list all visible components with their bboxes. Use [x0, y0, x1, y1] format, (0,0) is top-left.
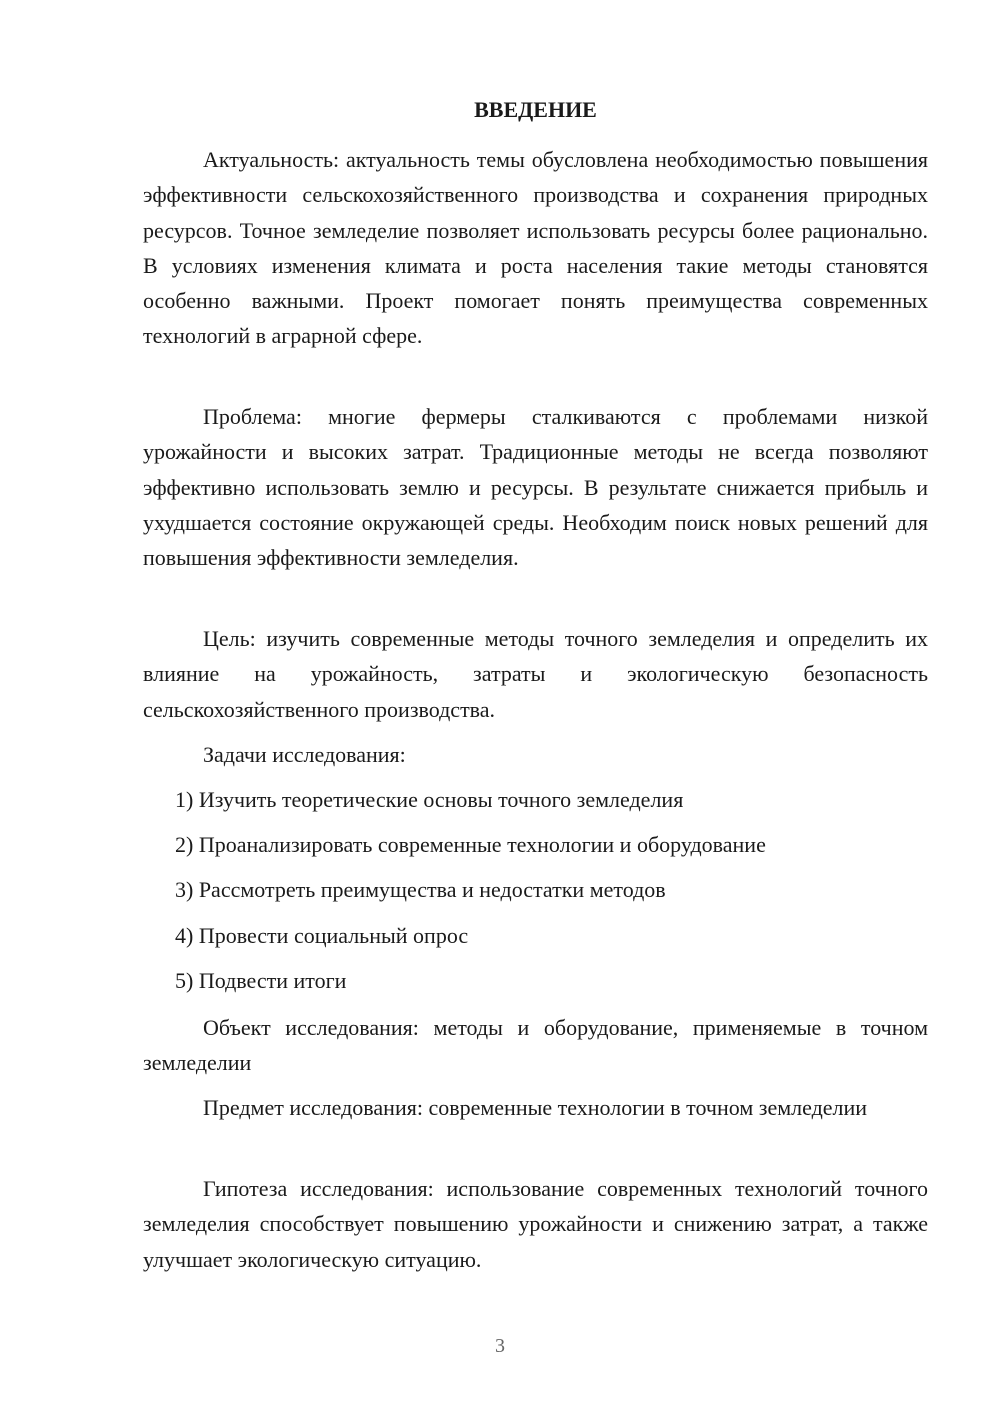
- tasks-heading: Задачи исследования:: [203, 742, 406, 767]
- page-number: 3: [495, 1335, 505, 1357]
- goal-paragraph: Цель: изучить современные методы точного земледелия и определить их влияние на урожайность, затраты и экологическую безопасность сельскохозяйственного производства.: [143, 626, 928, 722]
- task-item-3: 3) Рассмотреть преимущества и недостатки методов: [175, 877, 666, 902]
- page-title: ВВЕДЕНИЕ: [474, 97, 597, 122]
- object-paragraph: Объект исследования: методы и оборудование, применяемые в точном земледелии: [143, 1015, 928, 1076]
- task-item-1: 1) Изучить теоретические основы точного земледелия: [175, 787, 684, 812]
- task-item-4: 4) Провести социальный опрос: [175, 923, 469, 948]
- hypothesis-paragraph: Гипотеза исследования: использование современных технологий точного земледелия способствует повышению урожайности и снижению затрат, а также улучшает экологическую ситуацию.: [143, 1176, 928, 1272]
- relevance-paragraph: Актуальность: актуальность темы обусловлена необходимостью повышения эффективности сельскохозяйственного производства и сохранения природных ресурсов. Точное земледелие позволяет использовать ресурсы более рационально. В условиях изменения климата и роста населения такие методы становятся особенно важными. Проект помогает понять преимущества современных технологий в аграрной сфере.: [143, 147, 928, 349]
- subject-paragraph: Предмет исследования: современные технологии в точном земледелии: [203, 1095, 868, 1120]
- task-item-5: 5) Подвести итоги: [175, 968, 347, 993]
- problem-paragraph: Проблема: многие фермеры сталкиваются с проблемами низкой урожайности и высоких затрат. Традиционные методы не всегда позволяют эффективно использовать землю и ресурсы. В результате снижается прибыль и ухудшается состояние окружающей среды. Необходим поиск новых решений для повышения эффективности земледелия.: [143, 404, 928, 571]
- task-item-2: 2) Проанализировать современные технологии и оборудование: [175, 832, 766, 857]
